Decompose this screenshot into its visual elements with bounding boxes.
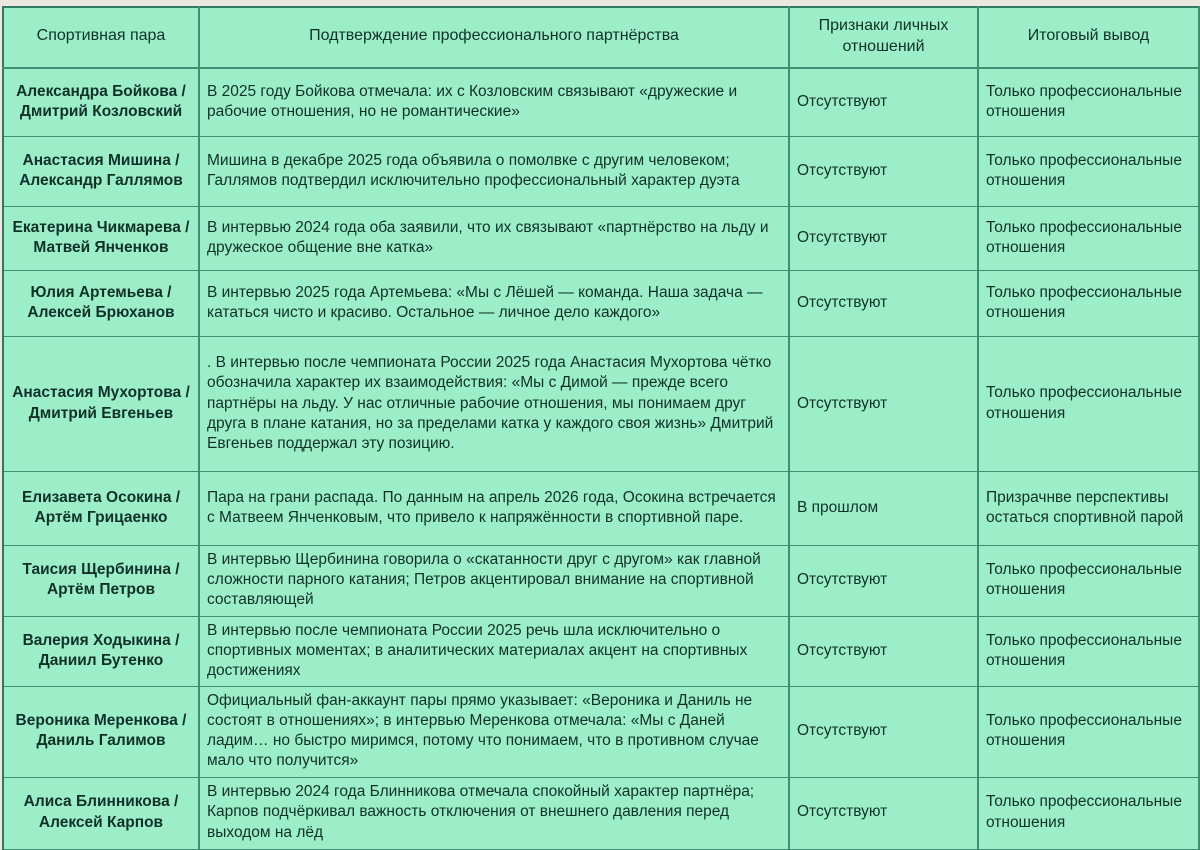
sports-pairs-table (2, 6, 1200, 850)
pair-name: Анастасия Мухортова / Дмитрий Евгеньев (3, 337, 199, 472)
table-row (3, 337, 1199, 472)
table-row (3, 68, 1199, 137)
signs-text: Отсутствуют (789, 137, 978, 207)
conclusion-text: Только профессиональные отношения (978, 777, 1199, 849)
pair-name: Екатерина Чикмарева / Матвей Янченков (3, 207, 199, 271)
table-row (3, 777, 1199, 849)
signs-text: Отсутствуют (789, 686, 978, 777)
conclusion-text: Только профессиональные отношения (978, 68, 1199, 137)
conclusion-text: Только профессиональные отношения (978, 137, 1199, 207)
evidence-text: Официальный фан-аккаунт пары прямо указывает: «Вероника и Даниль не состоят в отношениях»; в интервью Меренкова отмечала: «Мы с Даней ладим… но быстро миримся, потому что понимаем, что в противном случае мало что получится» (199, 686, 789, 777)
table-row (3, 616, 1199, 686)
column-header-conclusion: Итоговый вывод (978, 7, 1199, 68)
conclusion-text: Только профессиональные отношения (978, 686, 1199, 777)
column-header-signs: Признаки личных отношений (789, 7, 978, 68)
table-body (3, 68, 1199, 849)
table-header (3, 7, 1199, 68)
table-row (3, 546, 1199, 616)
conclusion-text: Только профессиональные отношения (978, 337, 1199, 472)
pair-name: Анастасия Мишина / Александр Галлямов (3, 137, 199, 207)
pair-name: Валерия Ходыкина / Даниил Бутенко (3, 616, 199, 686)
signs-text: Отсутствуют (789, 777, 978, 849)
evidence-text: Пара на грани распада. По данным на апрель 2026 года, Осокина встречается с Матвеем Янченковым, что привело к напряжённости в спортивной паре. (199, 472, 789, 546)
conclusion-text: Только профессиональные отношения (978, 207, 1199, 271)
conclusion-text: Призрачнве перспективы остаться спортивной парой (978, 472, 1199, 546)
signs-text: В прошлом (789, 472, 978, 546)
table-header-row (3, 7, 1199, 68)
table-row (3, 472, 1199, 546)
signs-text: Отсутствуют (789, 616, 978, 686)
evidence-text: В интервью после чемпионата России 2025 речь шла исключительно о спортивных моментах; в аналитических материалах акцент на спортивных достижениях (199, 616, 789, 686)
signs-text: Отсутствуют (789, 546, 978, 616)
signs-text: Отсутствуют (789, 207, 978, 271)
table-row (3, 686, 1199, 777)
signs-text: Отсутствуют (789, 271, 978, 337)
pair-name: Юлия Артемьева / Алексей Брюханов (3, 271, 199, 337)
column-header-evidence: Подтверждение профессионального партнёрства (199, 7, 789, 68)
pair-name: Елизавета Осокина / Артём Грицаенко (3, 472, 199, 546)
evidence-text: В интервью 2024 года оба заявили, что их связывают «партнёрство на льду и дружеское общение вне катка» (199, 207, 789, 271)
evidence-text: В интервью 2024 года Блинникова отмечала спокойный характер партнёра; Карпов подчёркивал важность отключения от внешнего давления перед выходом на лёд (199, 777, 789, 849)
evidence-text: Мишина в декабре 2025 года объявила о помолвке с другим человеком; Галлямов подтвердил исключительно профессиональный характер дуэта (199, 137, 789, 207)
evidence-text: В 2025 году Бойкова отмечала: их с Козловским связывают «дружеские и рабочие отношения, но не романтические» (199, 68, 789, 137)
table-row (3, 271, 1199, 337)
conclusion-text: Только профессиональные отношения (978, 546, 1199, 616)
evidence-text: . В интервью после чемпионата России 2025 года Анастасия Мухортова чётко обозначила характер их взаимодействия: «Мы с Димой — прежде всего партнёры на льду. У нас отличные рабочие отношения, мы понимаем друг друга в плане катания, но за пределами катка у каждого своя жизнь» Дмитрий Евгеньев поддержал эту позицию. (199, 337, 789, 472)
pair-name: Таисия Щербинина / Артём Петров (3, 546, 199, 616)
evidence-text: В интервью Щербинина говорила о «скатанности друг с другом» как главной сложности парного катания; Петров акцентировал внимание на спортивной составляющей (199, 546, 789, 616)
evidence-text: В интервью 2025 года Артемьева: «Мы с Лёшей — команда. Наша задача — кататься чисто и красиво. Остальное — личное дело каждого» (199, 271, 789, 337)
table-row (3, 137, 1199, 207)
pair-name: Александра Бойкова / Дмитрий Козловский (3, 68, 199, 137)
conclusion-text: Только профессиональные отношения (978, 271, 1199, 337)
pair-name: Вероника Меренкова / Даниль Галимов (3, 686, 199, 777)
pair-name: Алиса Блинникова / Алексей Карпов (3, 777, 199, 849)
column-header-pair: Спортивная пара (3, 7, 199, 68)
conclusion-text: Только профессиональные отношения (978, 616, 1199, 686)
signs-text: Отсутствуют (789, 337, 978, 472)
signs-text: Отсутствуют (789, 68, 978, 137)
table-row (3, 207, 1199, 271)
